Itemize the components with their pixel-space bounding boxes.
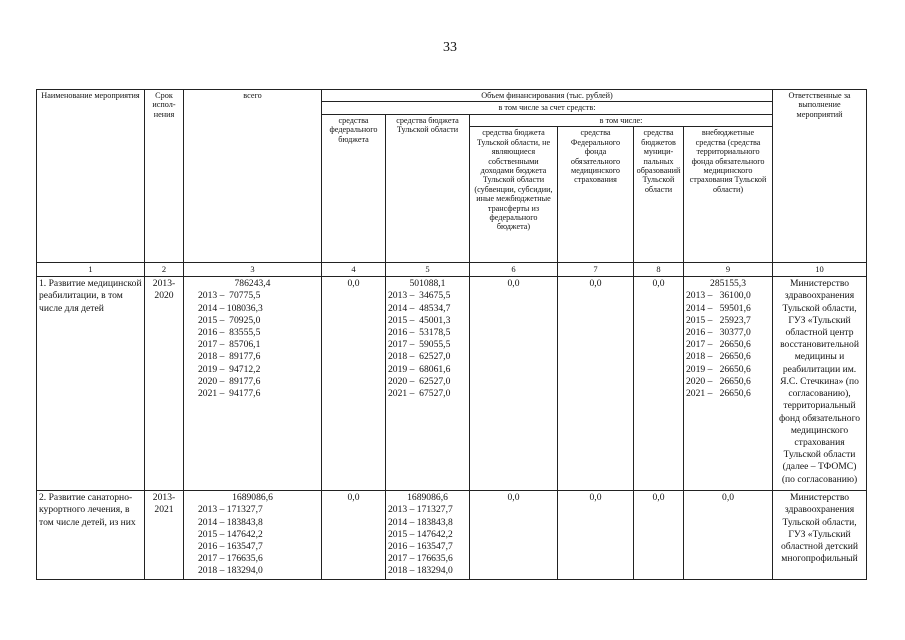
header-total: всего (184, 90, 322, 263)
header-funding-volume: Объем финансирования (тыс. рублей) (322, 90, 773, 102)
activity-name: 2. Развитие санаторно-курортного лечения, в том числе детей, из них (37, 491, 145, 579)
year-value: 2016 – 163547,7 (198, 541, 263, 553)
year-value: 2014 – 48534,7 (388, 302, 451, 314)
tula-value: 1689086,6 (407, 492, 448, 504)
year-value: 2019 – 26650,6 (686, 363, 751, 375)
year-value: 2021 – 26650,6 (686, 388, 751, 400)
header-responsible: Ответственные за выполнение мероприятий (773, 90, 867, 263)
column-number: 10 (773, 263, 867, 277)
year-value: 2016 – 163547,7 (388, 541, 453, 553)
year-value: 2018 – 183294,0 (198, 565, 263, 577)
column-number: 6 (470, 263, 558, 277)
column-number: 8 (634, 263, 684, 277)
responsible-text: Министерство здравоохранения Тульской области, ГУЗ «Тульский областной центр восстановительной медицины и реабилитации им. Я.С. Стечкина» (по согласованию), территориальный фонд обязательного медицинского страхования Тульской области (далее – ТФОМС) (по согласованию) (773, 277, 867, 491)
column-number: 5 (386, 263, 470, 277)
header-tula-budget: средства бюджета Тульской области (386, 114, 470, 262)
year-value: 2020 – 26650,6 (686, 375, 751, 387)
header-municipal: средства бюджетов муници-пальных образований Тульской области (634, 127, 684, 263)
year-value: 2017 – 85706,1 (198, 339, 261, 351)
activity-name: 1. Развитие медицинской реабилитации, в том числе для детей (37, 277, 145, 491)
tula-own-value: 0,0 (470, 277, 558, 491)
total-value: 786243,4 (234, 278, 271, 290)
total-value: 1689086,6 (232, 492, 273, 504)
federal-value: 0,0 (322, 277, 386, 491)
tula-value: 501088,1 (409, 278, 446, 290)
column-number: 3 (184, 263, 322, 277)
year-value: 2015 – 147642,2 (388, 528, 453, 540)
year-value: 2013 – 70775,5 (198, 290, 261, 302)
year-value: 2013 – 36100,0 (686, 290, 751, 302)
activity-term: 2013-2021 (145, 491, 184, 579)
column-number: 7 (558, 263, 634, 277)
year-value: 2018 – 26650,6 (686, 351, 751, 363)
header-term: Срок испол-нения (145, 90, 184, 263)
year-value: 2017 – 26650,6 (686, 339, 751, 351)
year-value: 2018 – 89177,6 (198, 351, 261, 363)
activity-term: 2013-2020 (145, 277, 184, 491)
year-value: 2018 – 183294,0 (388, 565, 453, 577)
extra-years (686, 290, 770, 400)
year-value: 2014 – 183843,8 (198, 516, 263, 528)
column-number: 4 (322, 263, 386, 277)
year-value: 2021 – 94177,6 (198, 388, 261, 400)
municipal-value: 0,0 (634, 277, 684, 491)
federal-fund-value: 0,0 (558, 491, 634, 579)
table-row (37, 491, 867, 579)
year-value: 2013 – 34675,5 (388, 290, 451, 302)
year-value: 2016 – 53178,5 (388, 327, 451, 339)
year-value: 2016 – 83555,5 (198, 327, 261, 339)
year-value: 2019 – 94712,2 (198, 363, 261, 375)
tula-cell (386, 491, 470, 579)
header-including-sources: в том числе за счет средств: (322, 102, 773, 114)
table-row (37, 277, 867, 491)
year-value: 2019 – 68061,6 (388, 363, 451, 375)
year-value: 2021 – 67527,0 (388, 388, 451, 400)
header-including: в том числе: (470, 114, 773, 126)
tula-years (388, 290, 467, 400)
year-value: 2016 – 30377,0 (686, 327, 751, 339)
tula-cell (386, 277, 470, 491)
year-value: 2020 – 89177,6 (198, 375, 261, 387)
year-value: 2014 – 108036,3 (198, 302, 263, 314)
year-value: 2017 – 176635,6 (388, 553, 453, 565)
year-value: 2015 – 70925,0 (198, 314, 261, 326)
header-name: Наименование мероприятия (37, 90, 145, 263)
year-value: 2015 – 45001,3 (388, 314, 451, 326)
extra-cell (684, 277, 773, 491)
header-federal-fund: средства Федерального фонда обязательного медицинского страхования (558, 127, 634, 263)
column-number: 9 (684, 263, 773, 277)
financing-table (36, 89, 867, 580)
federal-fund-value: 0,0 (558, 277, 634, 491)
year-value: 2013 – 171327,7 (198, 504, 263, 516)
year-value: 2015 – 147642,2 (198, 528, 263, 540)
column-number: 1 (37, 263, 145, 277)
responsible-text: Министерство здравоохранения Тульской области, ГУЗ «Тульский областной детский многопрофильный (773, 491, 867, 579)
header-extrabudget: внебюджетные средства (средства территориального фонда обязательного медицинского страхования Тульской области) (684, 127, 773, 263)
column-numbers-row (37, 263, 867, 277)
year-value: 2014 – 183843,8 (388, 516, 453, 528)
year-value: 2014 – 59501,6 (686, 302, 751, 314)
column-number: 2 (145, 263, 184, 277)
year-value: 2020 – 62527,0 (388, 375, 451, 387)
extra-value: 0,0 (684, 491, 773, 579)
tula-own-value: 0,0 (470, 491, 558, 579)
header-tula-own: средства бюджета Тульской области, не являющиеся собственными доходами бюджета Тульской области (субвенции, субсидии, иные межбюджетные трансферты из федерального бюджета) (470, 127, 558, 263)
year-value: 2017 – 176635,6 (198, 553, 263, 565)
year-value: 2018 – 62527,0 (388, 351, 451, 363)
extra-value: 285155,3 (710, 278, 746, 290)
total-cell (184, 491, 322, 579)
year-value: 2017 – 59055,5 (388, 339, 451, 351)
year-value: 2015 – 25923,7 (686, 314, 751, 326)
tula-years (388, 504, 467, 577)
page-number: 33 (443, 40, 457, 55)
header-federal: средства федерального бюджета (322, 114, 386, 262)
year-value: 2013 – 171327,7 (388, 504, 453, 516)
municipal-value: 0,0 (634, 491, 684, 579)
total-cell (184, 277, 322, 491)
federal-value: 0,0 (322, 491, 386, 579)
total-years (186, 504, 319, 577)
total-years (186, 290, 319, 400)
